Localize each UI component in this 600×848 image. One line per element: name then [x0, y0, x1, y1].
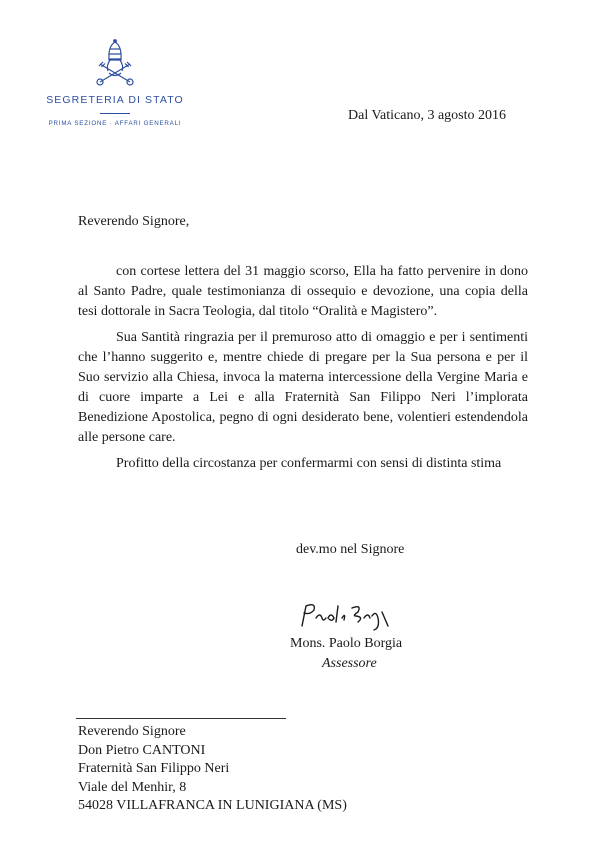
address-divider: [76, 718, 286, 719]
closing: dev.mo nel Signore: [296, 542, 405, 557]
address-line: Viale del Menhir, 8: [78, 779, 187, 795]
address-line: 54028 VILLAFRANCA IN LUNIGIANA (MS): [78, 798, 347, 814]
handwritten-signature: [298, 600, 394, 632]
signer-title: Assessore: [322, 656, 377, 671]
letterhead-title: SEGRETERIA DI STATO: [46, 94, 184, 106]
body-paragraph-3: Profitto della circostanza per confermarmi con sensi di distinta stima: [116, 456, 502, 471]
signer-name: Mons. Paolo Borgia: [290, 636, 403, 651]
body-paragraph-1: con cortese lettera del 31 maggio scorso, Ella ha fatto pervenire in dono al Santo Padre, quale testimonianza di ossequio e devozione, una copia della tesi dottorale in Sacra Teologia, dal titolo “Oralità e Magistero”.: [78, 264, 528, 319]
letterhead: [30, 38, 200, 127]
body-paragraph-2: Sua Santità ringrazia per il premuroso atto di omaggio e per i sentimenti che l’hanno suggerito e, mentre chiede di pregare per la Sua persona e per il Suo servizio alla Chiesa, invoca la materna intercessione della Vergine Maria e di cuore imparte a Lei e alla Fraternità San Filippo Neri l’implorata Benedizione Apostolica, pegno di ogni desiderato bene, volentieri estendendola alle persone care.: [78, 330, 528, 445]
address-line: Don Pietro CANTONI: [78, 742, 206, 758]
address-line: Reverendo Signore: [78, 724, 186, 739]
letterhead-rule: [100, 113, 130, 114]
salutation: Reverendo Signore,: [78, 214, 190, 229]
dateline: Dal Vaticano, 3 agosto 2016: [348, 108, 506, 123]
address-line: Fraternità San Filippo Neri: [78, 761, 230, 777]
recipient-address: [78, 723, 347, 816]
letterhead-subtitle: PRIMA SEZIONE · AFFARI GENERALI: [48, 120, 182, 127]
papal-emblem-icon: [91, 38, 139, 88]
letter-body: [78, 262, 528, 474]
